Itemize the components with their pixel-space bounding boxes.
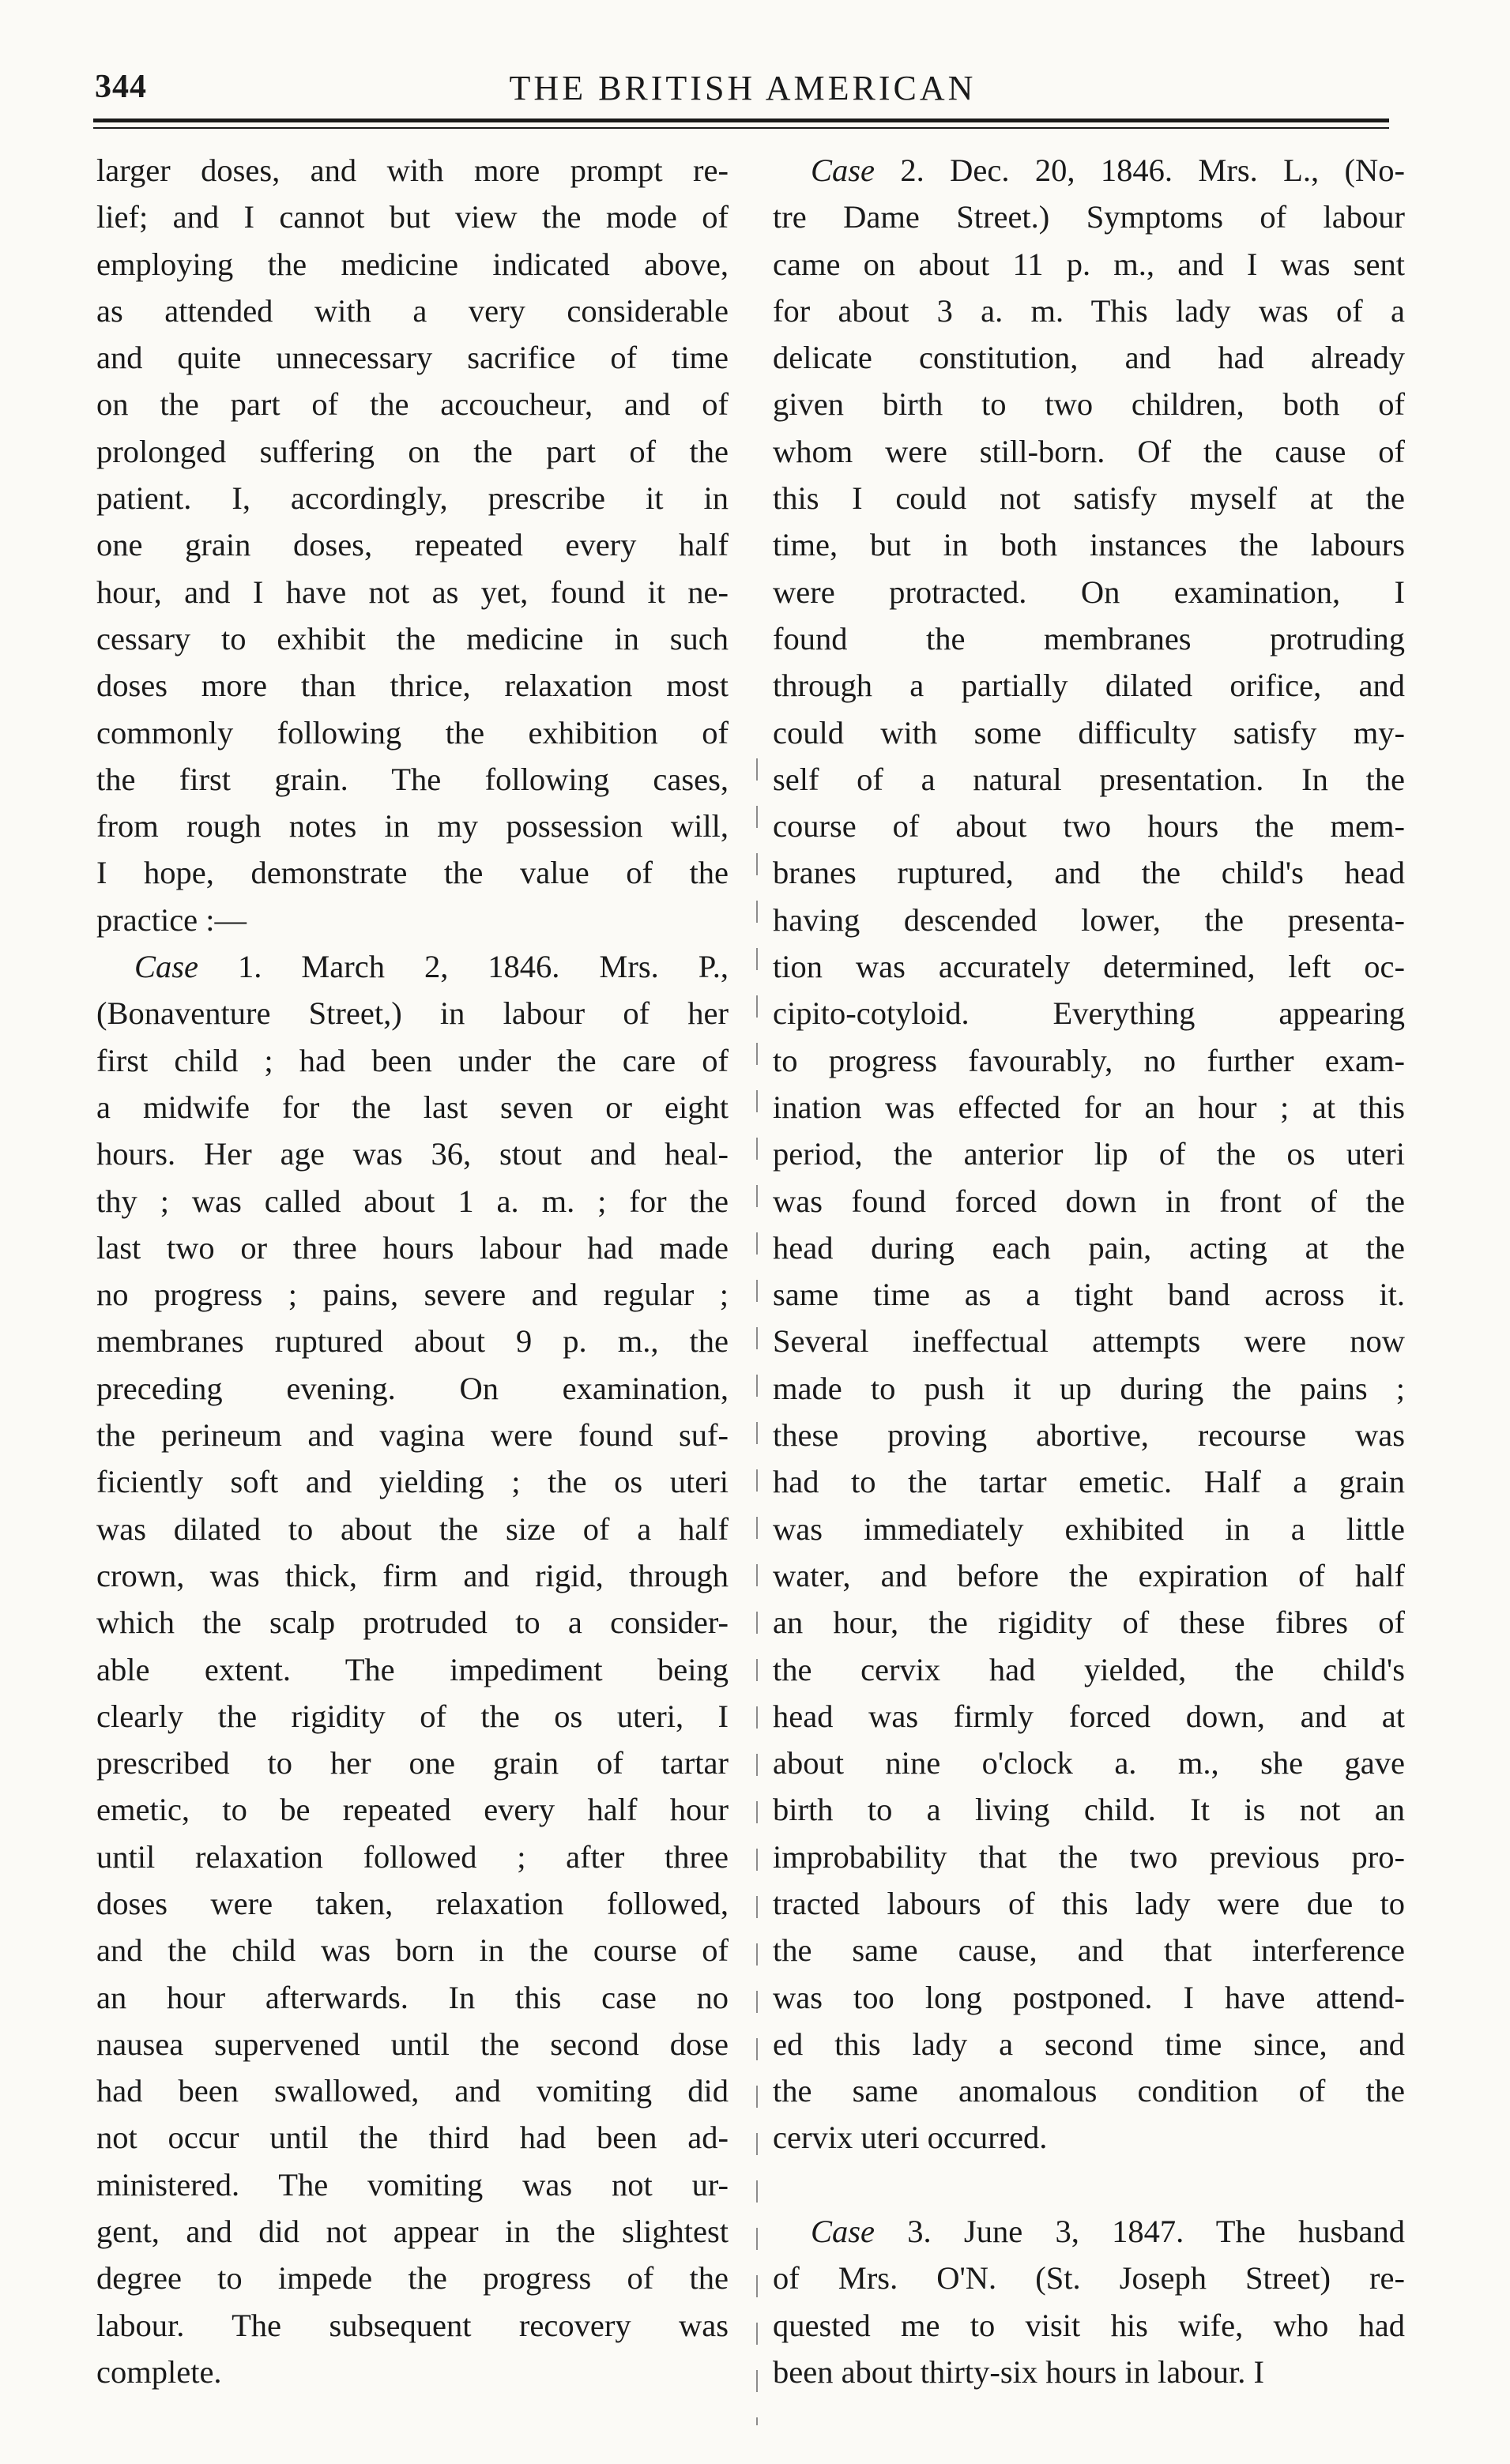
text-line: period, the anterior lip of the os uteri (773, 1136, 1405, 1172)
text-line: preceding evening. On examination, (96, 1370, 729, 1406)
text-line: water, and before the expiration of half (773, 1557, 1405, 1593)
text-line: tracted labours of this lady were due to (773, 1885, 1405, 1921)
text-line: ministered. The vomiting was not ur- (96, 2166, 729, 2203)
text-line: about nine o'clock a. m., she gave (773, 1745, 1405, 1781)
text-line: complete. (96, 2353, 222, 2390)
text-line: I hope, demonstrate the value of the (96, 855, 729, 891)
text-line: and the child was born in the course of (96, 1932, 729, 1969)
text-line: nausea supervened until the second dose (96, 2026, 729, 2062)
text-line: having descended lower, the presenta- (773, 901, 1405, 938)
left-column (96, 147, 729, 2395)
text-line: crown, was thick, firm and rigid, through (96, 1557, 729, 1593)
right-column (773, 147, 1405, 2395)
text-line: membranes ruptured about 9 p. m., the (96, 1323, 729, 1360)
text-line: Case 3. June 3, 1847. The husband (811, 2214, 1405, 2250)
text-line: and quite unnecessary sacrifice of time (96, 340, 729, 376)
text-line: an hour afterwards. In this case no (96, 1979, 729, 2015)
text-line: larger doses, and with more prompt re- (96, 152, 729, 188)
text-line: employing the medicine indicated above, (96, 246, 729, 282)
text-line: Several ineffectual attempts were now (773, 1323, 1405, 1360)
text-line: of Mrs. O'N. (St. Joseph Street) re- (773, 2260, 1405, 2297)
text-line: doses more than thrice, relaxation most (96, 668, 729, 704)
text-line: Case 2. Dec. 20, 1846. Mrs. L., (No- (811, 152, 1405, 188)
text-line: birth to a living child. It is not an (773, 1792, 1405, 1828)
text-line: an hour, the rigidity of these fibres of (773, 1604, 1405, 1641)
text-line: whom were still-born. Of the cause of (773, 433, 1405, 469)
text-line: the perineum and vagina were found suf- (96, 1417, 729, 1454)
text-line: the first grain. The following cases, (96, 761, 729, 797)
text-line: this I could not satisfy myself at the (773, 480, 1405, 517)
text-line: through a partially dilated orifice, and (773, 668, 1405, 704)
text-line: Case 1. March 2, 1846. Mrs. P., (134, 949, 729, 985)
text-line: as attended with a very considerable (96, 292, 729, 329)
text-line: able extent. The impediment being (96, 1651, 729, 1687)
text-line: not occur until the third had been ad- (96, 2120, 729, 2156)
page-number: 344 (95, 69, 147, 105)
page-header (95, 68, 1391, 123)
text-line: labour. The subsequent recovery was (96, 2307, 729, 2343)
text-line: cessary to exhibit the medicine in such (96, 620, 729, 656)
text-line: from rough notes in my possession will, (96, 808, 729, 845)
text-line: same time as a tight band across it. (773, 1277, 1405, 1313)
text-line: emetic, to be repeated every half hour (96, 1792, 729, 1828)
text-line: clearly the rigidity of the os uteri, I (96, 1698, 729, 1734)
text-line: prescribed to her one grain of tartar (96, 1745, 729, 1781)
text-line: cipito-cotyloid. Everything appearing (773, 995, 1405, 1032)
text-line: time, but in both instances the labours (773, 527, 1405, 563)
text-line: for about 3 a. m. This lady was of a (773, 292, 1405, 329)
column-divider (756, 758, 758, 2425)
text-line: came on about 11 p. m., and I was sent (773, 246, 1405, 282)
text-line: no progress ; pains, severe and regular ; (96, 1277, 729, 1313)
text-line: the same anomalous condition of the (773, 2073, 1405, 2109)
text-line: made to push it up during the pains ; (773, 1370, 1405, 1406)
header-rule-thick (93, 118, 1389, 122)
text-line: a midwife for the last seven or eight (96, 1089, 729, 1125)
text-line: head was firmly forced down, and at (773, 1698, 1405, 1734)
text-line: quested me to visit his wife, who had (773, 2307, 1405, 2343)
text-line: tion was accurately determined, left oc- (773, 949, 1405, 985)
paragraph-gap (773, 2161, 1405, 2208)
text-line: found the membranes protruding (773, 620, 1405, 656)
text-line: was immediately exhibited in a little (773, 1510, 1405, 1547)
text-line: was found forced down in front of the (773, 1183, 1405, 1219)
text-line: (Bonaventure Street,) in labour of her (96, 995, 729, 1032)
text-line: improbability that the two previous pro- (773, 1838, 1405, 1875)
text-line: course of about two hours the mem- (773, 808, 1405, 845)
text-line: the cervix had yielded, the child's (773, 1651, 1405, 1687)
text-line: cervix uteri occurred. (773, 2120, 1048, 2156)
text-line: were protracted. On examination, I (773, 574, 1405, 610)
text-line: patient. I, accordingly, prescribe it in (96, 480, 729, 517)
text-line: had to the tartar emetic. Half a grain (773, 1464, 1405, 1500)
text-line: been about thirty-six hours in labour. I (773, 2353, 1265, 2390)
text-line: ination was effected for an hour ; at this (773, 1089, 1405, 1125)
text-line: on the part of the accoucheur, and of (96, 386, 729, 423)
text-line: which the scalp protruded to a consider- (96, 1604, 729, 1641)
text-line: self of a natural presentation. In the (773, 761, 1405, 797)
text-line: these proving abortive, recourse was (773, 1417, 1405, 1454)
text-line: one grain doses, repeated every half (96, 527, 729, 563)
text-line: degree to impede the progress of the (96, 2260, 729, 2297)
text-line: practice :— (96, 901, 247, 938)
text-line: until relaxation followed ; after three (96, 1838, 729, 1875)
text-line: hours. Her age was 36, stout and heal- (96, 1136, 729, 1172)
text-line: given birth to two children, both of (773, 386, 1405, 423)
text-line: first child ; had been under the care of (96, 1042, 729, 1078)
text-line: was dilated to about the size of a half (96, 1510, 729, 1547)
text-line: ed this lady a second time since, and (773, 2026, 1405, 2062)
text-line: hour, and I have not as yet, found it ne- (96, 574, 729, 610)
text-line: head during each pain, acting at the (773, 1229, 1405, 1266)
text-line: could with some difficulty satisfy my- (773, 714, 1405, 750)
text-line: to progress favourably, no further exam- (773, 1042, 1405, 1078)
header-rule-thin (93, 127, 1389, 129)
text-line: prolonged suffering on the part of the (96, 433, 729, 469)
text-line: branes ruptured, and the child's head (773, 855, 1405, 891)
text-line: thy ; was called about 1 a. m. ; for the (96, 1183, 729, 1219)
text-line: the same cause, and that interference (773, 1932, 1405, 1969)
text-line: delicate constitution, and had already (773, 340, 1405, 376)
running-title: THE BRITISH AMERICAN (509, 69, 977, 107)
text-line: had been swallowed, and vomiting did (96, 2073, 729, 2109)
text-line: gent, and did not appear in the slightest (96, 2214, 729, 2250)
text-line: lief; and I cannot but view the mode of (96, 199, 729, 235)
text-line: doses were taken, relaxation followed, (96, 1885, 729, 1921)
text-line: was too long postponed. I have attend- (773, 1979, 1405, 2015)
text-line: tre Dame Street.) Symptoms of labour (773, 199, 1405, 235)
text-line: ficiently soft and yielding ; the os uteri (96, 1464, 729, 1500)
text-line: commonly following the exhibition of (96, 714, 729, 750)
text-line: last two or three hours labour had made (96, 1229, 729, 1266)
